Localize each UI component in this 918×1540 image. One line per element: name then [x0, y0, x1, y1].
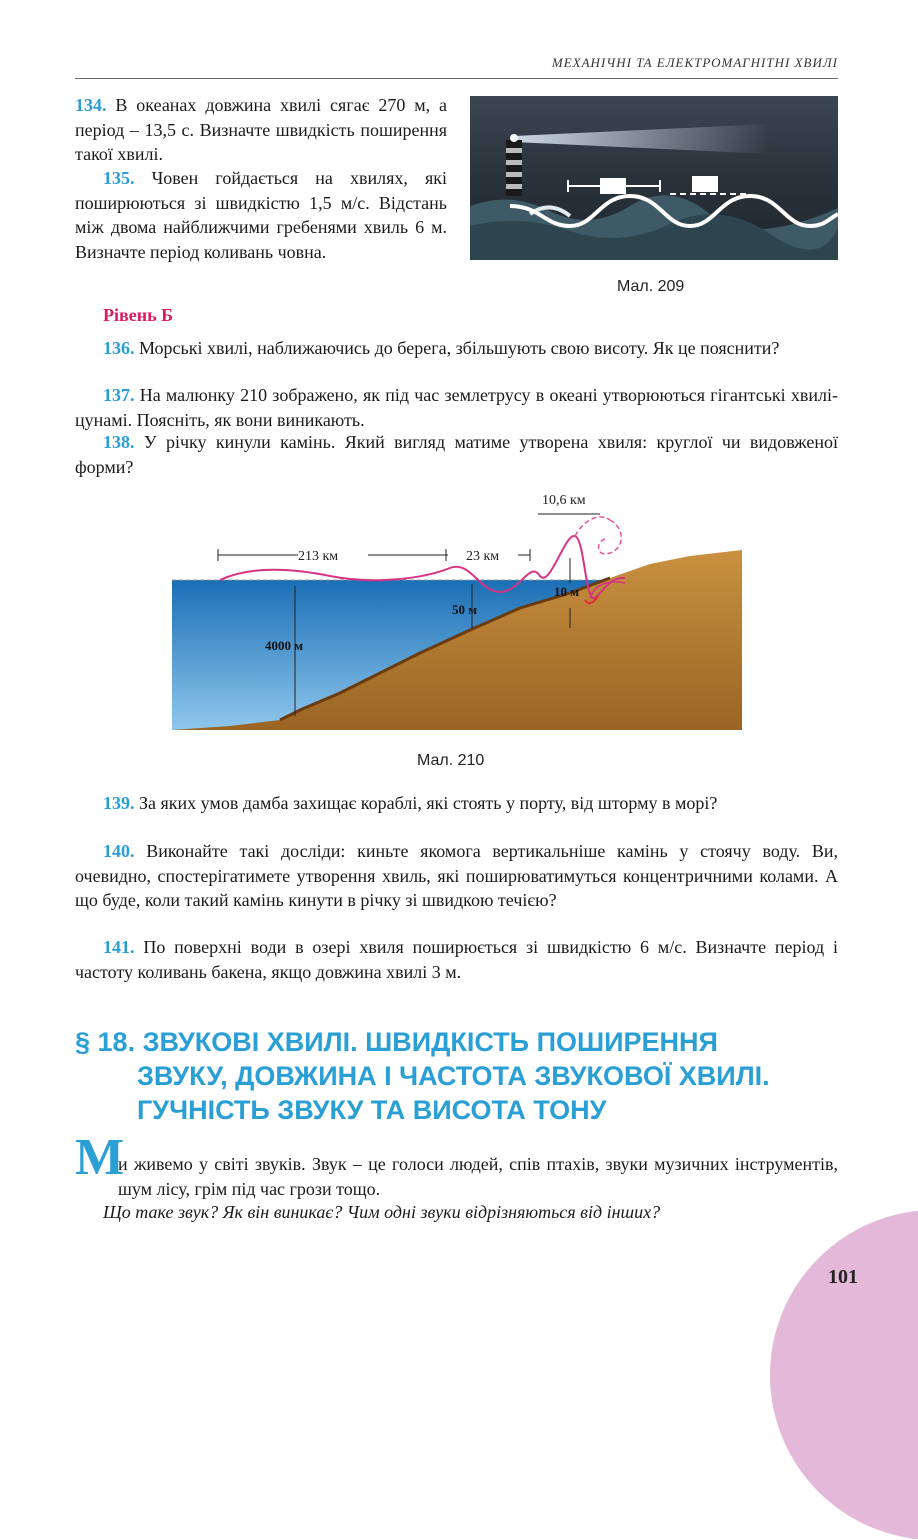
problem-text: У річку кинули камінь. Який вигляд матиме утворена хвиля: круглої чи видовженої форми? [75, 432, 838, 477]
section-title-line-2: ЗВУКУ, ДОВЖИНА І ЧАСТОТА ЗВУКОВОЇ ХВИЛІ. [137, 1061, 770, 1091]
figure-210-caption: Мал. 210 [417, 752, 485, 769]
label-10m: 10 м [554, 584, 580, 599]
problem-text: Виконайте такі досліди: киньте якомога вертикальніше камінь у стоячу воду. Ви, очевидно, спостерігатимете утворення хвиль, які поширюватимуться концентричними колами. А що буде, коли такий камінь кинути в річку зі швидкою течією? [75, 841, 838, 910]
label-4000m: 4000 м [265, 638, 304, 653]
label-10-6km: 10,6 км [542, 493, 586, 508]
problem-number: 138. [103, 432, 135, 452]
problem-139 [75, 791, 838, 816]
problem-number: 135. [103, 168, 135, 188]
header-rule [75, 78, 838, 79]
intro-paragraph [118, 1152, 838, 1201]
problem-number: 134. [75, 95, 107, 115]
level-heading: Рівень Б [103, 305, 173, 325]
problem-number: 136. [103, 338, 135, 358]
section-title-line-3: ГУЧНІСТЬ ЗВУКУ ТА ВИСОТА ТОНУ [137, 1095, 607, 1125]
problem-text: В океанах довжина хвилі сягає 270 м, а період – 13,5 с. Визначте швидкість поширення такої хвилі. [75, 95, 447, 164]
section-number: § 18 [75, 1027, 128, 1057]
problem-text: По поверхні води в озері хвиля поширюється зі швидкістю 6 м/с. Визначте період і частоту коливань бакена, якщо довжина хвилі 3 м. [75, 937, 838, 982]
section-title-line-1: . ЗВУКОВІ ХВИЛІ. ШВИДКІСТЬ ПОШИРЕННЯ [127, 1027, 718, 1057]
problem-134 [75, 93, 447, 167]
figure-209-caption: Мал. 209 [617, 278, 685, 295]
problem-135 [75, 166, 447, 264]
problem-number: 137. [103, 385, 135, 405]
page-number: 101 [828, 1266, 858, 1288]
figure-210-tsunami-diagram [170, 488, 745, 733]
problem-text: Човен гойдається на хвилях, які поширюються зі швидкістю 1,5 м/с. Відстань між двома найближчими гребенями хвиль 6 м. Визначте період коливань човна. [75, 168, 447, 262]
drop-cap: М [75, 1129, 125, 1186]
problem-number: 141. [103, 937, 135, 957]
problem-number: 140. [103, 841, 135, 861]
label-box-1 [600, 178, 626, 194]
problem-138 [75, 430, 838, 479]
problem-text: Морські хвилі, наближаючись до берега, збільшують свою висоту. Як це пояснити? [139, 338, 780, 358]
intro-text: и живемо у світі звуків. Звук – це голоси людей, спів птахів, звуки музичних інструментів, шум лісу, грім під час грози тощо. [118, 1154, 838, 1199]
problem-136 [75, 336, 838, 361]
figure-209-storm-image [470, 96, 838, 260]
running-header: МЕХАНІЧНІ ТА ЕЛЕКТРОМАГНІТНІ ХВИЛІ [551, 55, 838, 70]
problem-140 [75, 839, 838, 913]
label-box-2 [692, 176, 718, 192]
intro-question: Що таке звук? Як він виникає? Чим одні звуки відрізняються від інших? [103, 1202, 661, 1222]
problem-text: На малюнку 210 зображено, як під час землетрусу в океані утворюються гігантські хвилі-цунамі. Поясніть, як вони виникають. [75, 385, 838, 430]
problem-141 [75, 935, 838, 984]
label-213km: 213 км [298, 549, 339, 564]
label-23km: 23 км [466, 549, 500, 564]
label-50m: 50 м [452, 602, 478, 617]
section-heading [75, 1025, 845, 1127]
problem-text: За яких умов дамба захищає кораблі, які стоять у порту, від шторму в морі? [139, 793, 718, 813]
page-corner-decoration [770, 1210, 918, 1540]
problem-137 [75, 383, 838, 432]
problem-number: 139. [103, 793, 135, 813]
